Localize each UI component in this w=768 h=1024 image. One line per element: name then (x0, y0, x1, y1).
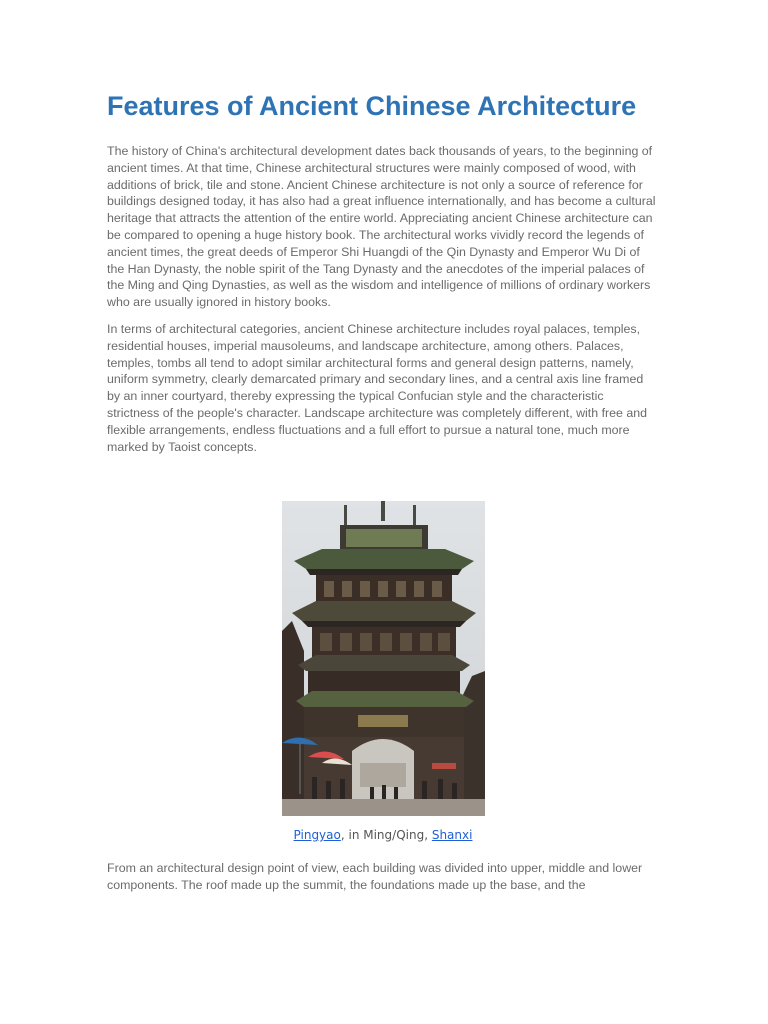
paragraph-design: From an architectural design point of view, each building was divided into upper, middle and lower components. The roof made up the summit, the foundations made up the base, and the (107, 861, 643, 893)
figure-caption (107, 827, 659, 843)
document-page (107, 88, 659, 894)
pingyao-tower-photo (282, 501, 485, 816)
paragraph-history: The history of China's architectural development dates back thousands of years, to the beginning of ancient times. At that time, Chinese architectural structures were mainly composed of wood, with additions of brick, tile and stone. Ancient Chinese architecture is not only a source of reference for buildings designed today, it has also had a great influence internationally, and has become a cultural heritage that attracts the attention of the entire world. Appreciating ancient Chinese architecture can be compared to opening a huge history book. The architectural works vividly record the legends of ancient times, the great deeds of Emperor Shi Huangdi of the Qin Dynasty and Emperor Wu Di of the Han Dynasty, the noble spirit of the Tang Dynasty and the anecdotes of the imperial palaces of the Ming and Qing Dynasties, as well as the wisdom and intelligence of millions of ordinary workers who are usually ignored in history books. (107, 144, 656, 310)
figure (107, 501, 659, 843)
caption-text: , in Ming/Qing, (340, 828, 432, 843)
page-title: Features of Ancient Chinese Architecture (107, 91, 637, 121)
pingyao-link[interactable]: Pingyao (293, 828, 341, 843)
paragraph-categories: In terms of architectural categories, ancient Chinese architecture includes royal palaces, temples, residential houses, imperial mausoleums, and landscape architecture, among others. Palaces, temples, tombs all tend to adopt similar architectural forms and general design patterns, namely, uniform symmetry, clearly demarcated primary and secondary lines, and a central axis line framed by an inner courtyard, thereby expressing the typical Confucian style and the characteristic strictness of the people's character. Landscape architecture was completely different, with free and flexible arrangements, endless fluctuations and a full effort to pursue a natural tone, much more marked by Taoist concepts. (107, 321, 648, 454)
shanxi-link[interactable]: Shanxi (431, 828, 473, 843)
